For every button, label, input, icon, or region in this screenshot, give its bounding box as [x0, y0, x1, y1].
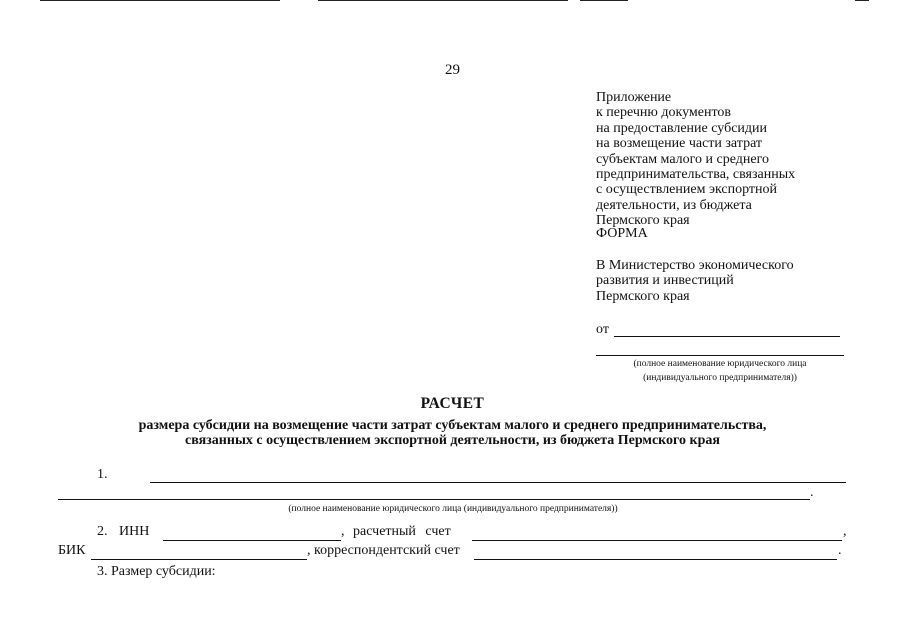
item1-name-field[interactable]	[150, 482, 846, 483]
recipient-line: развития и инвестиций	[596, 273, 734, 289]
corr-account-label: , корреспондентский счет	[307, 543, 460, 558]
appendix-line: на возмещение части затрат	[596, 136, 763, 152]
from-note	[596, 357, 844, 385]
appendix-line: Приложение	[596, 90, 672, 105]
document-subtitle	[0, 418, 905, 449]
recipient-line: В Министерство экономического	[596, 258, 794, 273]
corr-end-punct: .	[838, 543, 842, 558]
from-name-field-line2[interactable]	[596, 355, 844, 356]
top-border-line-middle	[318, 0, 568, 1]
inn-comma: ,	[341, 524, 345, 539]
appendix-line: Пермского края	[596, 213, 690, 229]
document-title: РАСЧЕТ	[420, 395, 485, 412]
inn-label: ИНН	[119, 524, 150, 539]
recipient-block	[596, 258, 794, 304]
form-label: ФОРМА	[596, 226, 648, 241]
from-label: от	[596, 322, 609, 337]
subtitle-line2: связанных с осуществлением экспортной деятельности, из бюджета Пермского края	[185, 433, 720, 449]
item3-label: 3. Размер субсидии:	[97, 564, 216, 579]
appendix-line: к перечню документов	[596, 105, 732, 121]
recipient-line: Пермского края	[596, 288, 690, 304]
item1-number: 1.	[97, 467, 108, 482]
appendix-line: предпринимательства, связанных	[596, 167, 796, 183]
appendix-line: субъектам малого и среднего	[596, 151, 769, 167]
page-number: 29	[445, 62, 460, 78]
appendix-line: на предоставление субсидии	[596, 120, 768, 136]
from-name-field[interactable]	[614, 336, 840, 337]
bik-label: БИК	[58, 543, 86, 558]
bik-field[interactable]	[91, 559, 307, 560]
top-border-line-left	[40, 0, 280, 1]
item1-note: (полное наименование юридического лица (индивидуального предпринимателя))	[288, 504, 618, 514]
corr-account-field[interactable]	[474, 559, 837, 560]
account-label: расчетный счет	[353, 524, 451, 539]
item1-name-field-line2[interactable]	[58, 499, 810, 500]
item1-end-punct: .	[810, 485, 814, 500]
item2-number: 2.	[97, 524, 108, 539]
inn-field[interactable]	[163, 540, 341, 541]
appendix-block	[596, 90, 795, 229]
subtitle-line1: размера субсидии на возмещение части затрат субъектам малого и среднего предпринимательства,	[138, 418, 767, 433]
account-field[interactable]	[472, 540, 842, 541]
top-border-line-right	[580, 0, 628, 1]
appendix-line: с осуществлением экспортной	[596, 182, 778, 198]
top-border-line-far-right	[855, 0, 869, 1]
from-note-line2: (индивидуального предпринимателя))	[643, 373, 797, 383]
account-comma: ,	[843, 524, 847, 539]
from-note-line1: (полное наименование юридического лица	[633, 359, 807, 369]
appendix-line: деятельности, из бюджета	[596, 197, 752, 213]
